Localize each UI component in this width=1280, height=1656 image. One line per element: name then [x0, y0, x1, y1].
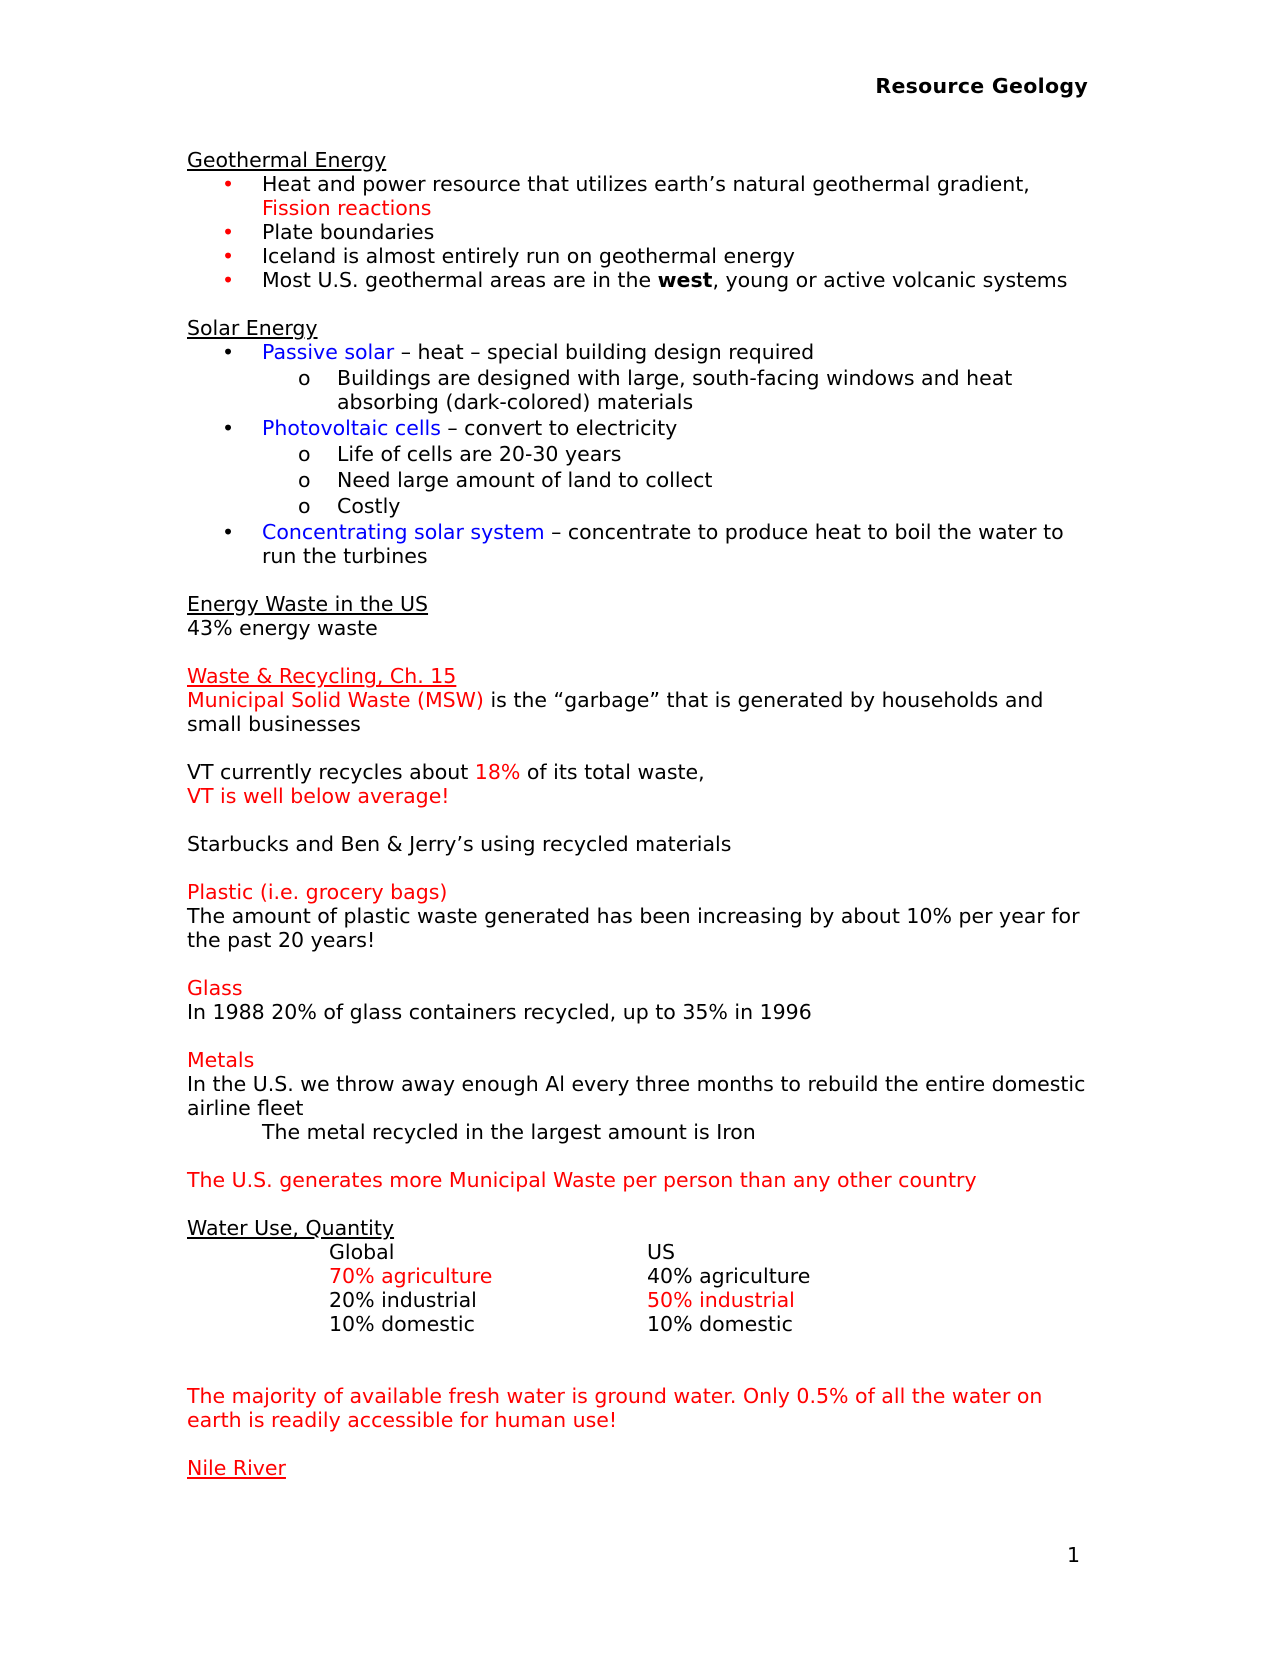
solar-heading: Solar Energy: [187, 316, 318, 340]
list-item: • Most U.S. geothermal areas are in the west, young or active volcanic systems: [221, 268, 1068, 292]
plastic-heading: Plastic (i.e. grocery bags): [187, 880, 448, 904]
solar-list: [187, 340, 1087, 568]
list-item: • Iceland is almost entirely run on geothermal energy: [221, 244, 795, 268]
bullet-icon: •: [221, 340, 235, 364]
energy-waste-text: 43% energy waste: [187, 616, 378, 640]
us-column-header: US: [647, 1240, 676, 1264]
us-row-industrial: 50% industrial: [647, 1288, 795, 1312]
water-heading: Water Use, Quantity: [187, 1216, 395, 1240]
list-item: • Passive solar – heat – special building design required: [221, 340, 815, 364]
nile-river-heading: Nile River: [187, 1456, 286, 1480]
geothermal-list: [187, 172, 1087, 292]
list-item: • Concentrating solar system – concentrate to produce heat to boil the water to run the turbines: [221, 520, 1064, 568]
us-row-domestic: 10% domestic: [647, 1312, 793, 1336]
water-use-table: [329, 1240, 1087, 1336]
global-row-agriculture: 70% agriculture: [329, 1264, 493, 1288]
waste-heading: Waste & Recycling, Ch. 15: [187, 664, 457, 688]
metals-text: In the U.S. we throw away enough Al every three months to rebuild the entire domestic airline fleet: [187, 1072, 1086, 1120]
global-row-domestic: 10% domestic: [329, 1312, 475, 1336]
msw-paragraph: Municipal Solid Waste (MSW) is the “garbage” that is generated by households and small businesses: [187, 688, 1044, 736]
fresh-water-text: The majority of available fresh water is ground water. Only 0.5% of all the water on earth is readily accessible for human use!: [187, 1384, 1043, 1432]
page-content: [187, 148, 1087, 1480]
list-item: • Photovoltaic cells – convert to electricity: [221, 416, 678, 440]
bullet-icon: •: [221, 172, 235, 196]
vt-note: VT is well below average!: [187, 784, 450, 808]
plastic-text: The amount of plastic waste generated has been increasing by about 10% per year for the past 20 years!: [187, 904, 1080, 952]
vt-recycle-text: VT currently recycles about 18% of its total waste,: [187, 760, 705, 784]
glass-text: In 1988 20% of glass containers recycled, up to 35% in 1996: [187, 1000, 812, 1024]
sub-list-item: o Need large amount of land to collect: [298, 468, 713, 492]
sub-list-item: o Costly: [298, 494, 401, 518]
glass-heading: Glass: [187, 976, 243, 1000]
bullet-icon: •: [221, 268, 235, 292]
metals-heading: Metals: [187, 1048, 255, 1072]
bullet-icon: •: [221, 220, 235, 244]
global-row-industrial: 20% industrial: [329, 1288, 477, 1312]
sub-list-item: o Buildings are designed with large, south-facing windows and heat absorbing (dark-colored) materials: [298, 366, 1013, 414]
global-column-header: Global: [329, 1240, 395, 1264]
fission-reactions: Fission reactions: [262, 196, 432, 220]
metals-iron-text: The metal recycled in the largest amount is Iron: [262, 1120, 756, 1144]
page-number: 1: [1066, 1543, 1080, 1567]
energy-waste-heading: Energy Waste in the US: [187, 592, 429, 616]
bullet-icon: •: [221, 244, 235, 268]
header-title: Resource Geology: [875, 74, 1088, 98]
sub-list-item: o Life of cells are 20-30 years: [298, 442, 622, 466]
us-row-agriculture: 40% agriculture: [647, 1264, 811, 1288]
starbucks-text: Starbucks and Ben & Jerry’s using recycled materials: [187, 832, 732, 856]
geothermal-heading: Geothermal Energy: [187, 148, 387, 172]
list-item: • Plate boundaries: [221, 220, 435, 244]
list-item: • Heat and power resource that utilizes earth’s natural geothermal gradient, Fission reactions: [221, 172, 1030, 220]
bullet-icon: •: [221, 416, 235, 440]
us-msw-text: The U.S. generates more Municipal Waste per person than any other country: [187, 1168, 977, 1192]
bullet-icon: •: [221, 520, 235, 544]
